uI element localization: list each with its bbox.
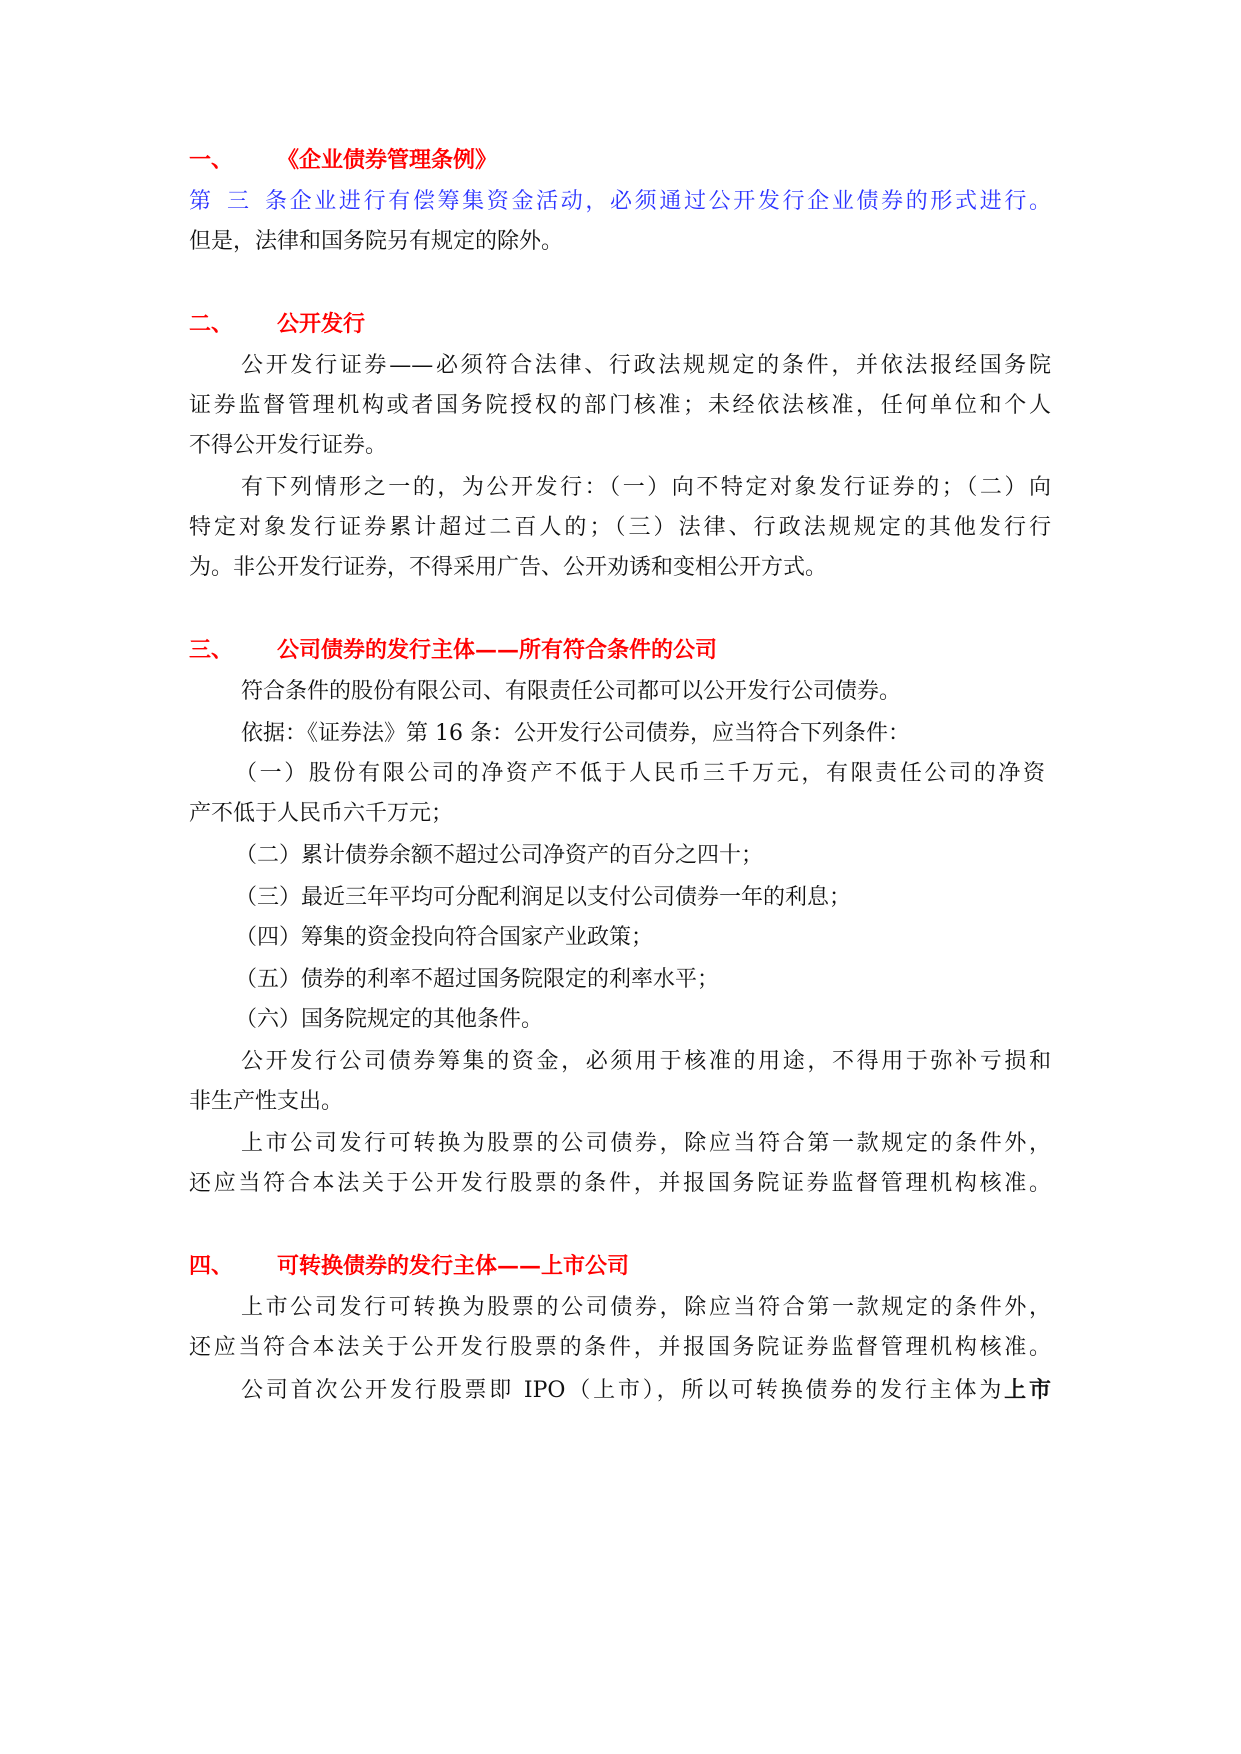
paragraph-line: 证券监督管理机构或者国务院授权的部门核准；未经依法核准，任何单位和个人 bbox=[189, 393, 1051, 418]
paragraph-line: 公开发行证券——必须符合法律、行政法规规定的条件，并依法报经国务院 bbox=[241, 353, 1051, 378]
paragraph-line: 但是，法律和国务院另有规定的除外。 bbox=[189, 229, 564, 254]
paragraph-line: 还应当符合本法关于公开发行股票的条件，并报国务院证券监督管理机构核准。 bbox=[189, 1171, 1051, 1196]
condition-item: （五）债券的利率不超过国务院限定的利率水平； bbox=[235, 967, 720, 992]
section-number: 一、 bbox=[189, 147, 234, 173]
section-1-heading bbox=[189, 142, 1051, 178]
paragraph-line: 符合条件的股份有限公司、有限责任公司都可以公开发行公司债券。 bbox=[241, 679, 902, 704]
article-tag: 第三条 bbox=[189, 189, 287, 214]
paragraph-line: 还应当符合本法关于公开发行股票的条件，并报国务院证券监督管理机构核准。 bbox=[189, 1335, 1051, 1360]
section-4-heading bbox=[189, 1248, 1051, 1284]
paragraph-line: 产不低于人民币六千万元； bbox=[189, 801, 454, 826]
paragraph-line: 上市公司发行可转换为股票的公司债券，除应当符合第一款规定的条件外， bbox=[241, 1131, 1051, 1156]
section-title: 公开发行 bbox=[277, 311, 366, 337]
condition-item: （三）最近三年平均可分配利润足以支付公司债券一年的利息； bbox=[235, 885, 852, 910]
condition-item: （二）累计债券余额不超过公司净资产的百分之四十； bbox=[235, 843, 764, 868]
condition-item: （四）筹集的资金投向符合国家产业政策； bbox=[235, 925, 654, 950]
paragraph-line: 公开发行公司债券筹集的资金，必须用于核准的用途，不得用于弥补亏损和 bbox=[241, 1049, 1051, 1074]
paragraph-line: 上市公司发行可转换为股票的公司债券，除应当符合第一款规定的条件外， bbox=[241, 1295, 1051, 1320]
condition-item: （一）股份有限公司的净资产不低于人民币三千万元，有限责任公司的净资 bbox=[235, 761, 1045, 786]
article-line bbox=[189, 184, 1051, 220]
paragraph-line: 依据：《证券法》第 16 条：公开发行公司债券，应当符合下列条件： bbox=[241, 721, 910, 746]
paragraph-line: 不得公开发行证券。 bbox=[189, 433, 388, 458]
section-title: 可转换债券的发行主体——上市公司 bbox=[277, 1253, 630, 1279]
section-title: 公司债券的发行主体——所有符合条件的公司 bbox=[277, 637, 718, 663]
article-text: 企业进行有偿筹集资金活动，必须通过公开发行企业债券的形式进行。 bbox=[287, 189, 1051, 214]
paragraph-line: 非生产性支出。 bbox=[189, 1089, 344, 1114]
section-number: 二、 bbox=[189, 311, 234, 337]
section-3-heading bbox=[189, 632, 1051, 668]
section-number: 三、 bbox=[189, 637, 234, 663]
paragraph-line: 为。非公开发行证券，不得采用广告、公开劝诱和变相公开方式。 bbox=[189, 555, 828, 580]
paragraph-text: 公司首次公开发行股票即 IPO（上市），所以可转换债券的发行主体为 bbox=[241, 1378, 1005, 1403]
paragraph-line: 有下列情形之一的，为公开发行：（一）向不特定对象发行证券的；（二）向 bbox=[241, 475, 1051, 500]
section-2-heading bbox=[189, 306, 1051, 342]
section-number: 四、 bbox=[189, 1253, 234, 1279]
paragraph-line: 特定对象发行证券累计超过二百人的；（三）法律、行政法规规定的其他发行行 bbox=[189, 515, 1051, 540]
paragraph-line bbox=[241, 1372, 1051, 1409]
document-page bbox=[189, 0, 1051, 1754]
condition-item: （六）国务院规定的其他条件。 bbox=[235, 1007, 544, 1032]
emphasis-text: 上市 bbox=[1004, 1377, 1051, 1403]
section-title: 《企业债券管理条例》 bbox=[277, 147, 498, 173]
